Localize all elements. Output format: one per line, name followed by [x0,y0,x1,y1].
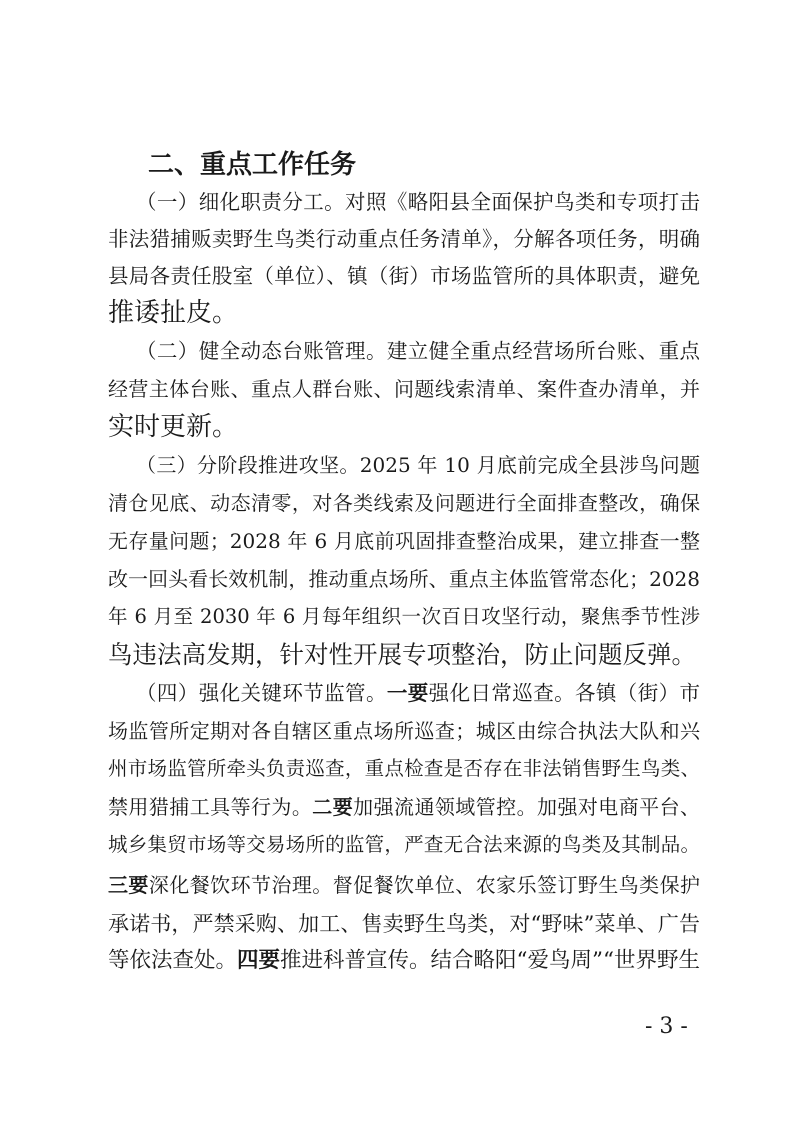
paragraph-2-line: 经营主体台账、重点人群台账、问题线索清单、案件查办清单，并 [108,377,700,401]
text-segment: 推进科普宣传。结合略阳“爱鸟周”“世界野生 [280,948,701,973]
paragraph-2-line: （二）健全动态台账管理。建立健全重点经营场所台账、重点 [136,339,700,363]
paragraph-4-line: 城乡集贸市场等交易场所的监管，严查无合法来源的鸟类及其制品。 [108,833,700,856]
paragraph-4-line: 场监管所定期对各自辖区重点场所巡查；城区由综合执法大队和兴 [108,719,700,743]
text-segment: 禁用猎捕工具等行为。 [108,795,313,819]
emphasis-text: 二要 [312,795,354,819]
paragraph-1-line: 推诿扯皮。 [108,298,239,328]
text-segment: （四）强化关键环节监管。 [136,681,387,705]
paragraph-3-line: 清仓见底、动态清零，对各类线索及问题进行全面排查整改，确保 [108,491,700,515]
paragraph-1-line: 县局各责任股室（单位）、镇（街）市场监管所的具体职责，避免 [108,264,700,288]
paragraph-4-line: 州市场监管所牵头负责巡查，重点检查是否存在非法销售野生鸟类、 [108,757,700,780]
text-segment: 加强流通领域管控。加强对电商平台、 [353,795,701,819]
text-segment: 等依法查处。 [108,948,238,973]
paragraph-3-line: 年 6 月至 2030 年 6 月每年组织一次百日攻坚行动，聚焦季节性涉 [108,605,700,628]
paragraph-4-line [136,674,700,712]
paragraph-2-line: 实时更新。 [108,412,239,442]
paragraph-1-line: （一）细化职责分工。对照《略阳县全面保护鸟类和专项打击 [136,190,700,214]
paragraph-4-line: 承诺书，严禁采购、加工、售卖野生鸟类，对“野味”菜单、广告 [108,912,700,936]
paragraph-3-line: （三）分阶段推进攻坚。2025 年 10 月底前完成全县涉鸟问题 [136,453,700,477]
emphasis-text: 四要 [237,948,281,973]
paragraph-4-line [108,866,700,904]
paragraph-4-line [108,788,700,826]
paragraph-3-line: 无存量问题；2028 年 6 月底前巩固排查整治成果，建立排查一整 [108,529,700,553]
page-number: - 3 - [645,1014,688,1039]
emphasis-text: 三要 [108,873,149,897]
text-segment: 强化日常巡查。各镇（街）市 [428,681,701,705]
paragraph-3-line: 鸟违法高发期，针对性开展专项整治，防止问题反弹。 [108,640,696,669]
paragraph-4-line [108,942,700,980]
text-segment: 深化餐饮环节治理。督促餐饮单位、农家乐签订野生鸟类保护 [148,873,701,897]
emphasis-text: 一要 [386,681,429,705]
paragraph-1-line: 非法猎捕贩卖野生鸟类行动重点任务清单》，分解各项任务，明确 [108,227,700,251]
paragraph-3-line: 改一回头看长效机制，推动重点场所、重点主体监管常态化；2028 [108,567,700,591]
section-heading: 二、重点工作任务 [148,150,357,180]
